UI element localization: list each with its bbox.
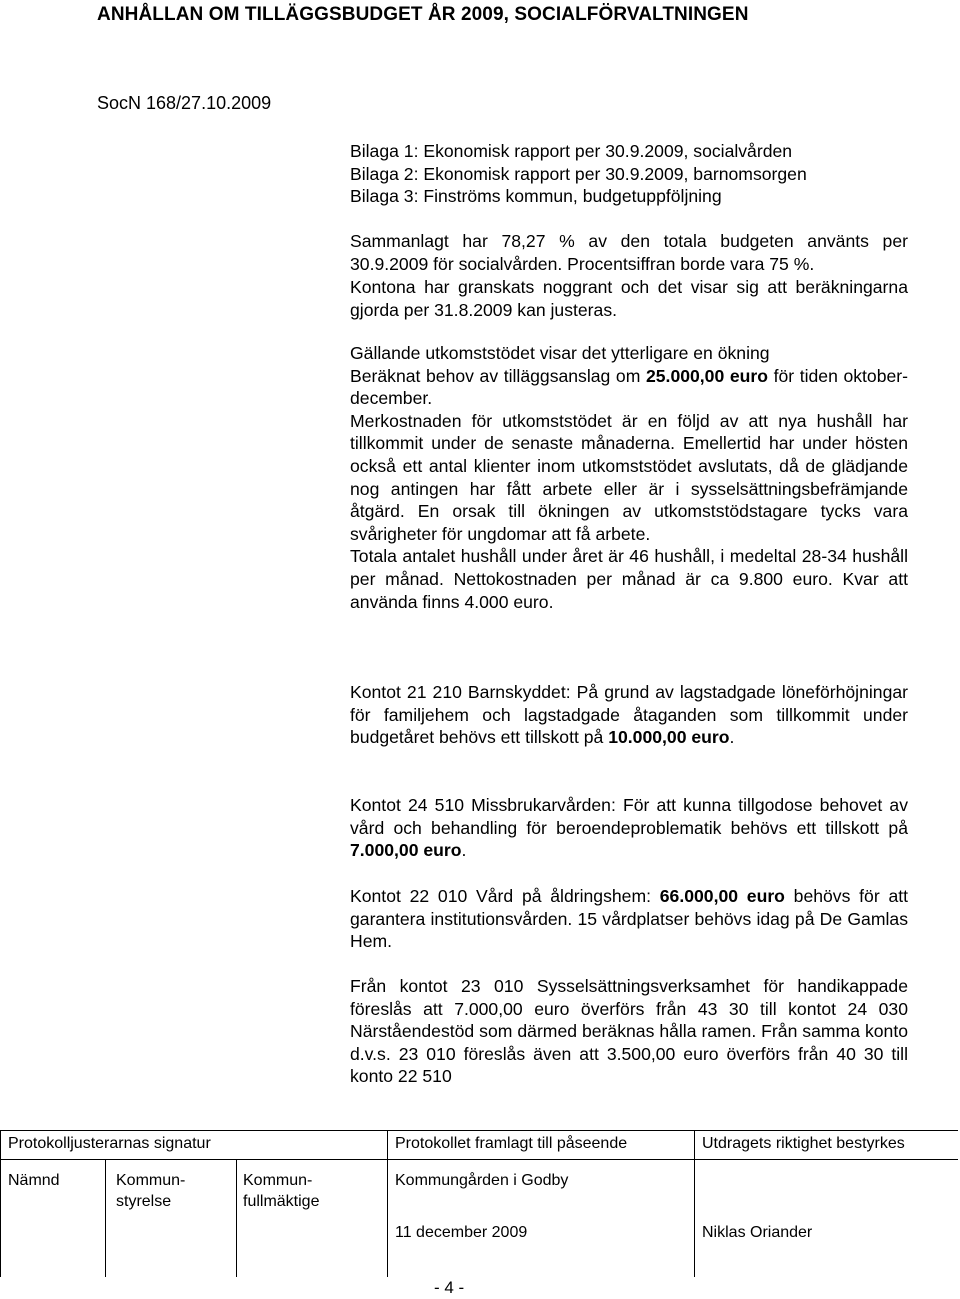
kontot-missbrukarvarden (350, 794, 908, 862)
utkomststod-section (350, 342, 908, 613)
footer-kommunstyrelse-line: Kommun- (116, 1172, 186, 1189)
kontot-amount: 10.000,00 euro (608, 727, 730, 748)
need-period: för tiden oktober-december. (350, 365, 908, 409)
document-reference: SocN 168/27.10.2009 (97, 93, 272, 113)
kontot-amount: 66.000,00 euro (659, 886, 785, 906)
transfer-paragraph: Från kontot 23 010 Sysselsättningsverksamhet för handikappade föreslås att 7.000,00 euro överförs från 43 30 till kontot 24 030 Närståendestöd som därmed beräknas hålla ramen. Från samma konto d.v.s. 23 010 föreslås även att 3.500,00 euro överförs från 40 30 till konto 22 510 (350, 976, 908, 1087)
footer-kommunstyrelse (116, 1170, 185, 1212)
signature-footer (0, 1130, 960, 1280)
footer-header-signature: Protokolljusterarnas signatur (8, 1135, 211, 1152)
footer-divider (105, 1159, 106, 1277)
kontot-text: Kontot 24 510 Missbrukarvården: För att kunna tillgodose behovet av vård och behandling för beroendeproblematik behövs ett tillskott på (350, 795, 908, 838)
need-amount: 25.000,00 euro (645, 365, 768, 386)
kontot-aldringshem (350, 885, 908, 953)
kontot-text: Kontot 21 210 Barnskyddet: På grund av lagstadgade löneförhöjningar för familjehem och lagstadgade åtaganden som tillkommit under budgetåret behövs ett tillskott på (350, 682, 908, 748)
kontot-barnskyddet (350, 681, 908, 749)
footer-kommunfullmaktige-line: fullmäktige (243, 1193, 320, 1210)
kontot-text-end: behövs för att garantera institutionsvården. 15 vårdplatser behövs idag på De Gamlas Hem. (350, 886, 908, 952)
page-number: - 4 - (434, 1278, 465, 1297)
attachment-list (350, 140, 908, 208)
utkomststod-need (350, 365, 908, 410)
kontona-paragraph: Kontona har granskats noggrant och det visar sig att beräkningarna gjorda per 31.8.2009 kan justeras. (350, 277, 908, 320)
attachment-item: Bilaga 1: Ekonomisk rapport per 30.9.2009, socialvården (350, 141, 793, 161)
kontot-amount: 7.000,00 euro (350, 840, 462, 861)
footer-kommunfullmaktige-line: Kommun- (243, 1172, 313, 1189)
footer-signer: Niklas Oriander (702, 1224, 813, 1241)
utkomststod-intro: Gällande utkomststödet visar det ytterligare en ökning (350, 343, 770, 363)
footer-kommunstyrelse-line: styrelse (116, 1193, 172, 1210)
footer-namnd: Nämnd (8, 1172, 60, 1189)
need-text: Beräknat behov av tilläggsanslag om (350, 365, 646, 386)
kontot-text: Kontot 22 010 Vård på åldringshem: (350, 886, 660, 906)
footer-place: Kommungården i Godby (395, 1172, 569, 1189)
footer-divider (236, 1159, 237, 1277)
footer-header-rule (0, 1159, 958, 1160)
footer-divider (694, 1130, 695, 1277)
footer-date: 11 december 2009 (395, 1224, 528, 1241)
kontot-end: . (461, 840, 467, 861)
attachment-item: Bilaga 3: Finströms kommun, budgetuppföljning (350, 186, 722, 207)
footer-divider (387, 1130, 388, 1277)
document-title: ANHÅLLAN OM TILLÄGGSBUDGET ÅR 2009, SOCIALFÖRVALTNINGEN (97, 4, 749, 25)
footer-header-certified: Utdragets riktighet bestyrkes (702, 1135, 905, 1152)
footer-header-posted: Protokollet framlagt till påseende (395, 1135, 628, 1152)
utkomststod-totals: Totala antalet hushåll under året är 46 hushåll, i medeltal 28-34 hushåll per månad. Nettokostnaden per månad är ca 9.800 euro. Kvar att använda finns 4.000 euro. (350, 546, 908, 612)
summary-paragraph: Sammanlagt har 78,27 % av den totala budgeten använts per 30.9.2009 för socialvården. Procentsiffran borde vara 75 %. (350, 231, 908, 274)
utkomststod-explanation: Merkostnaden för utkomststödet är en följd av att nya hushåll har tillkommit under de senaste månaderna. Emellertid har under hösten också ett antal klienter inom utkomststödet avslutats, då de glädjande nog antingen har fått arbete eller är i sysselsättningsbefrämjande åtgärd. En orsak till ökningen av utkomststödstagare tycks vara svårigheter för ungdomar att få arbete. (350, 410, 908, 544)
footer-kommunfullmaktige (243, 1170, 319, 1212)
attachment-item: Bilaga 2: Ekonomisk rapport per 30.9.2009, barnomsorgen (350, 163, 807, 184)
footer-divider (0, 1130, 1, 1277)
footer-top-rule (0, 1130, 958, 1131)
kontot-end: . (729, 727, 735, 748)
